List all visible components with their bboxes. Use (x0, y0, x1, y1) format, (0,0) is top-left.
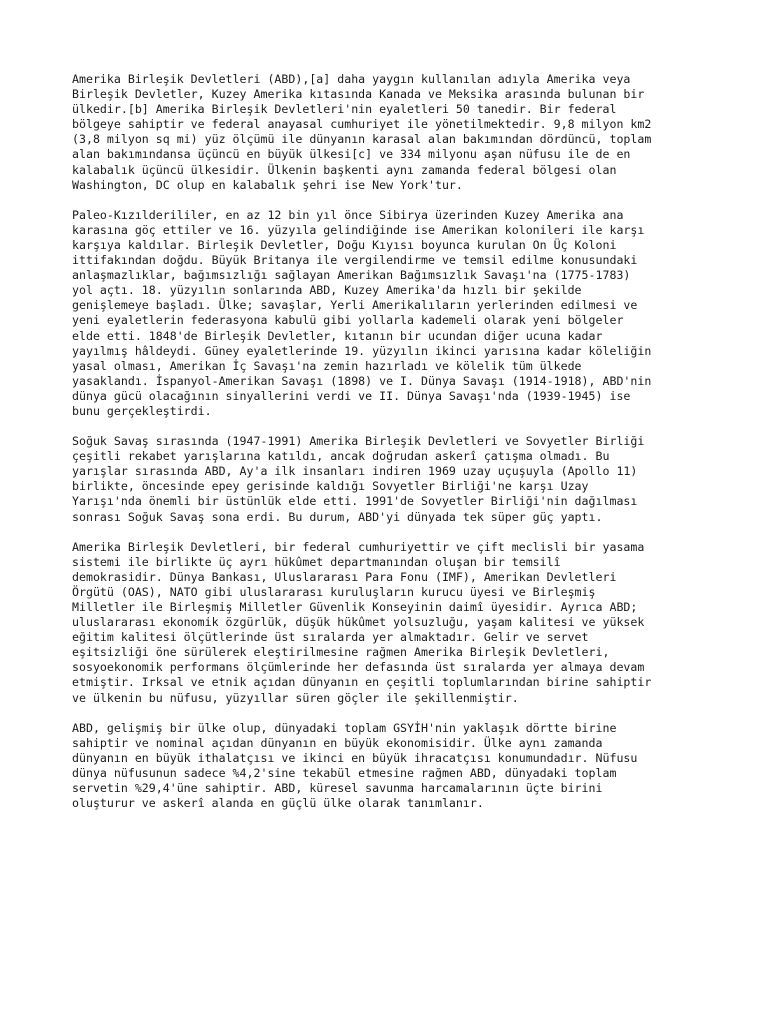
paragraph-history: Paleo-Kızılderililer, en az 12 bin yıl önce Sibirya üzerinden Kuzey Amerika ana karasına göç ettiler ve 16. yüzyıla gelindiğinde ise Amerikan kolonileri ile karşı karşıya kaldılar. Birleşik Devletler, Doğu Kıyısı boyunca kurulan On Üç Koloni ittifakından doğdu. Büyük Britanya ile vergilendirme ve temsil edilme konusundaki anlaşmazlıklar, bağımsızlığı sağlayan Amerikan Bağımsızlık Savaşı'na (1775-1783) yol açtı. 18. yüzyılın sonlarında ABD, Kuzey Amerika'da hızlı bir şekilde genişlemeye başladı. Ülke; savaşlar, Yerli Amerikalıların yerlerinden edilmesi ve yeni eyaletlerin federasyona kabulü gibi yollarla kademeli olarak yeni bölgeler elde etti. 1848'de Birleşik Devletler, kıtanın bir ucundan diğer ucuna kadar yayılmış hâldeydi. Güney eyaletlerinde 19. yüzyılın ikinci yarısına kadar köleliğin yasal olması, Amerikan İç Savaşı'na zemin hazırladı ve kölelik tüm ülkede yasaklandı. İspanyol-Amerikan Savaşı (1898) ve I. Dünya Savaşı (1914-1918), ABD'nin dünya gücü olacağının sinyallerini verdi ve II. Dünya Savaşı'nda (1939-1945) ise bunu gerçekleştirdi. (72, 207, 652, 418)
paragraph-economy: ABD, gelişmiş bir ülke olup, dünyadaki toplam GSYİH'nin yaklaşık dörtte birine sahiptir ve nominal açıdan dünyanın en büyük ekonomisidir. Ülke aynı zamanda dünyanın en büyük ithalatçısı ve ikinci en büyük ihracatçısı konumundadır. Nüfusu dünya nüfusunun sadece %4,2'sine tekabül etmesine rağmen ABD, dünyadaki toplam servetin %29,4'üne sahiptir. ABD, küresel savunma harcamalarının üçte birini oluşturur ve askerî alanda en güçlü ülke olarak tanımlanır. (72, 720, 638, 811)
paragraph-cold-war: Soğuk Savaş sırasında (1947-1991) Amerika Birleşik Devletleri ve Sovyetler Birliği çeşitli rekabet yarışlarına katıldı, ancak doğrudan askerî çatışma olmadı. Bu yarışlar sırasında ABD, Ay'a ilk insanları indiren 1969 uzay uçuşuyla (Apollo 11) birlikte, öncesinde epey gerisinde kaldığı Sovyetler Birliği'ne karşı Uzay Yarışı'nda önemli bir üstünlük elde etti. 1991'de Sovyetler Birliği'nin dağılması sonrası Soğuk Savaş sona erdi. Bu durum, ABD'yi dünyada tek süper güç yaptı. (72, 434, 645, 524)
document-page (72, 72, 712, 826)
paragraph-overview: Amerika Birleşik Devletleri (ABD),[a] daha yaygın kullanılan adıyla Amerika veya Birleşik Devletler, Kuzey Amerika kıtasında Kanada ve Meksika arasında bulunan bir ülkedir.[b] Amerika Birleşik Devletleri'nin eyaletleri 50 tanedir. Bir federal bölgeye sahiptir ve federal anayasal cumhuriyet ile yönetilmektedir. 9,8 milyon km2 (3,8 milyon sq mi) yüz ölçümü ile dünyanın karasal alan bakımından dördüncü, toplam alan bakımındansa üçüncü en büyük ülkesi[c] ve 334 milyonu aşan nüfusu ile de en kalabalık üçüncü ülkesidir. Ülkenin başkenti aynı zamanda federal bölgesi olan Washington, DC olup en kalabalık şehri ise New York'tur. (72, 72, 652, 192)
paragraph-government: Amerika Birleşik Devletleri, bir federal cumhuriyettir ve çift meclisli bir yasama sistemi ile birlikte üç ayrı hükûmet departmanından oluşan bir temsilî demokrasidir. Dünya Bankası, Uluslararası Para Fonu (IMF), Amerikan Devletleri Örgütü (OAS), NATO gibi uluslararası kuruluşların kurucu üyesi ve Birleşmiş Milletler ile Birleşmiş Milletler Güvenlik Konseyinin daimî üyesidir. Ayrıca ABD; uluslararası ekonomik özgürlük, düşük hükûmet yolsuzluğu, yaşam kalitesi ve yüksek eğitim kalitesi ölçütlerinde üst sıralarda yer almaktadır. Gelir ve servet eşitsizliği öne sürülerek eleştirilmesine rağmen Amerika Birleşik Devletleri, sosyoekonomik performans ölçümlerinde her defasında üst sıralarda yer almaya devam etmiştir. Irksal ve etnik açıdan dünyanın en çeşitli toplumlarından birine sahiptir ve ülkenin bu nüfusu, yüzyıllar süren göçler ile şekillenmiştir. (72, 539, 652, 705)
